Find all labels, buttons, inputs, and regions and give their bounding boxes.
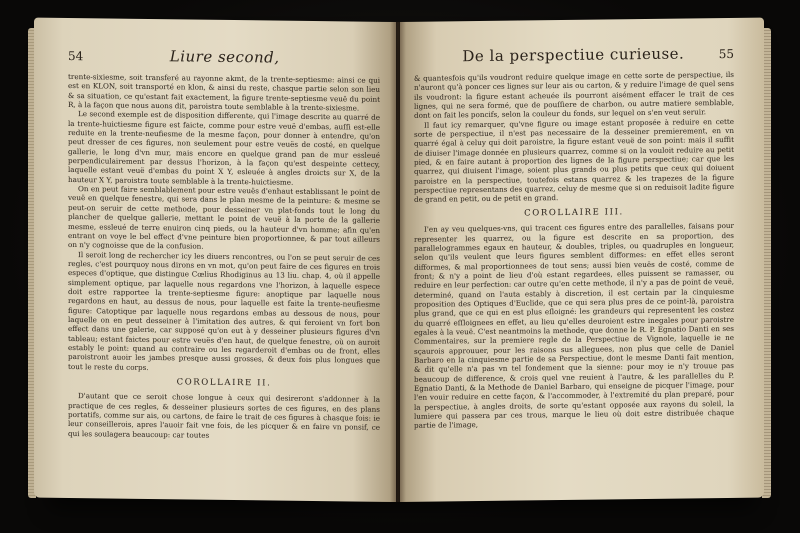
left-page-header: [68, 46, 380, 68]
paragraph: Il seroit long de rechercher icy les diuers rencontres, ou l'on se peut seruir de ces regles, c'est pourquoy nous dirons en vn mot, qu'on peut faire de ces figures en trois especes d'optique, que distingue Cœlius Rhodiginus au 13 liu. chap. 4, où il appelle simplement optique, par laquelle nous regardons vne l'horizon, à laquelle espece doit estre rapportee la trente-septiesme figure: anoptique par laquelle nous regardons en haut, au dessus de nous, pour laquelle est faite la trente-neufiesme figure: Catoptique par laquelle nous regardons embas au dessous de nous, pour laquelle on en peut desseiner à l'imitation des autres, & qui feroient vn fort bon effect dans une galerie, car supposé qu'on eut à y desseiner plusieurs figures d'vn tableau; estant faictes pour estre veuës d'en haut, de quelque fenestre, où on auroit estably le point: quand au contraire ou les regarderoit d'embas ou de front, elles paroistront auoir les jambes presque aussi grosses, & deux fois plus longues que tout le reste du corps.: [68, 249, 380, 372]
left-page: [34, 18, 396, 502]
left-page-text: [68, 72, 380, 442]
corollary-heading: COROLLAIRE II.: [176, 377, 272, 389]
left-folio: 54: [68, 48, 84, 64]
right-folio: 55: [718, 46, 734, 62]
paragraph: Le second exemple est de disposition differente, qui l'image descrite au quarré de la trente-huictiesme figure est faicte, comme pour estre veuë d'embas, auſſi est-elle reduite en la trente-neufiesme de la mesme façon, pour donner à entendre, qu'on peut dresser de ces figures, non seulement pour estre veuës de costé, en quelque gallerie, le long d'vn mur, mais encore en quelque grand pan de mur essleué perpendiculairement par dessus l'horizon, à la façon qu'est despeinte cettecy, laquelle estant veuë d'embas du point X Y, esleuée à angles droicts sur X, de la hauteur X Y, paroistra toute semblable à la trente-huictiesme.: [68, 109, 380, 187]
paragraph: I'en ay veu quelques-vns, qui tracent ces figures entre des parallelles, faisans pour representer les quarrez, ou la figure est descrite en sa proportion, des parallelogrammes egaux en hauteur, & doubles, triples, ou quadruples en longueur, selon qu'ils veulent que leurs figures semblent difformes: en effet elles seront difformes, & mal proportionnees de tout sens; aussi bien veuës de costé, comme de front; & n'y a point de lieu d'où estant regardees, elles puissent se ramasser, ou reduire en leur perfection: car outre qu'en cette methode, il n'y a pas de point de veuë, determiné, quand on l'auta estably à discretion, il est certain par la cinquiesme proposition des Optiques d'Euclide, que ce qui sera plus pres de ce point-là, paroistra plus grand, que ce qui en est plus eſloigné: les grandeurs qui representent les costez du quarré eſſloignees en effet, au lieu qu'elles deuroient estre inegales pour paroistre egales à la veuë. C'est neantmoins la methode, que donne le R. P. Egnatio Danti en ses Commentaires, sur la premiere regle de la Perspectiue de Vignole, laquelle ie ne sçaurois approuuer, pour les raisons sus alleguees, non plus que celle de Daniel Barbaro en la cinquiesme partie de sa Perspectiue, dont le mesme Danti fait mention, & dit qu'elle n'a pas vn tel fondement que la sienne: pour moy ie n'y trouue pas beaucoup de difference, & crois quel vne reuient à l'autre, & les parallelles du P. Egnatio Danti, & la Methode de Daniel Barbaro, qui enseigne de picquer l'image, pour l'en vouir reduire en cette façon, & l'accommoder, à l'extremité du plan preparé, pour la perspectiue, à angles droits, de sorte qu'estant opposée aux rayons du soleil, la lumiere qui passera par ces trous, marque le lieu où doit estre distribuée chaque partie de l'image,: [414, 221, 734, 431]
paragraph: Il faut icy remarquer, qu'vne figure ou image estant proposée à reduire en cette sorte de perspectiue, il n'est pas necessaire de la desseiner premierement, en vn quarré égal à celuy qui doit paroistre, la figure estant veuë de son point: mais il suffit de diuiser l'image donnée en plusieurs quarrez, comme si on la vouloit reduire au petit pied, & en faire autant à proportion des lignes de la figure perspectiue; car que les quarrez, qui diuisent l'image, soient plus grands ou plus petits que ceux qui doiuent paroistre en la perspectiue, toutefois estans quarrez & les trapezes de la figure perspectiue representans des quarrez, celuy de mesme que si on reduisoit ladite figure de grand en petit, ou de petit en grand.: [414, 116, 734, 205]
corollary-heading: COROLLAIRE III.: [524, 207, 624, 219]
right-page: [400, 18, 764, 502]
paragraph: On en peut faire semblablement pour estre veuës d'enhaut establissant le point de veuë en quelque fenestre, qui sera dans le plan mesme de la peinture: & mesme se peut-on seruir de cette methode, pour desseiner vn plat-fonds tout le long du plancher de quelque gallerie, mettant le point de veuë à la porte de la gallerie mesme, essleué de terre enuiron cinq pieds, ou la hauteur d'vn homme; afin qu'en entrant on voye le bel effect d'vne peinture bien proportionnee, & par tout ailleurs on n'y cognoisse que de la confusion.: [68, 184, 380, 251]
paragraph: & quantesfois qu'ils voudront reduire quelque image en cette sorte de perspectiue, ils n'auront qu'à poncer ces lignes sur leur ais ou carton, & y reduire l'image de quel sens ils voudront: la figure estant acheuée ils pourront aisément effacer le trait de ces lignes, qui ne sera formé, que de pouſſiere de charbon, ou autre matiere semblable, dont on fait les poncifs, selon la couleur du fonds, sur lequel on s'en veut seruir.: [414, 69, 734, 121]
paragraph: D'autant que ce seroit chose longue à ceux qui desireront s'addonner à la practique de ces regles, & desseiner plusieurs sortes de ces figures, en des plans portatifs, comme sur ais, ou cartons, de faire le trait de ces figures à chasque fois: ie leur conseillerois, apres l'auoir fait vne fois, de les picquer & en faire vn ponsif, ce qui les soulagera beaucoup: car toutes: [68, 391, 380, 440]
right-running-head: De la perspectiue curieuse.: [462, 44, 685, 66]
left-running-head: Liure second,: [169, 47, 280, 67]
right-page-text: [414, 70, 734, 431]
right-page-header: [414, 44, 734, 66]
book-gutter: [390, 22, 406, 502]
paragraph: trente-sixiesme, soit transferé au rayonne akmt, de la trente-septiesme: ainsi ce qui est en KLON, soit transporté en klon, & ainsi du reste, chasque partie selon son lieu & sa situation, ce qu'estant fait exactement, la figure trente-septiesme veuë du point R, à la façon que nous auons dit, paroistra toute semblable à la trente-sixiesme.: [68, 71, 380, 113]
open-book: [34, 22, 764, 502]
